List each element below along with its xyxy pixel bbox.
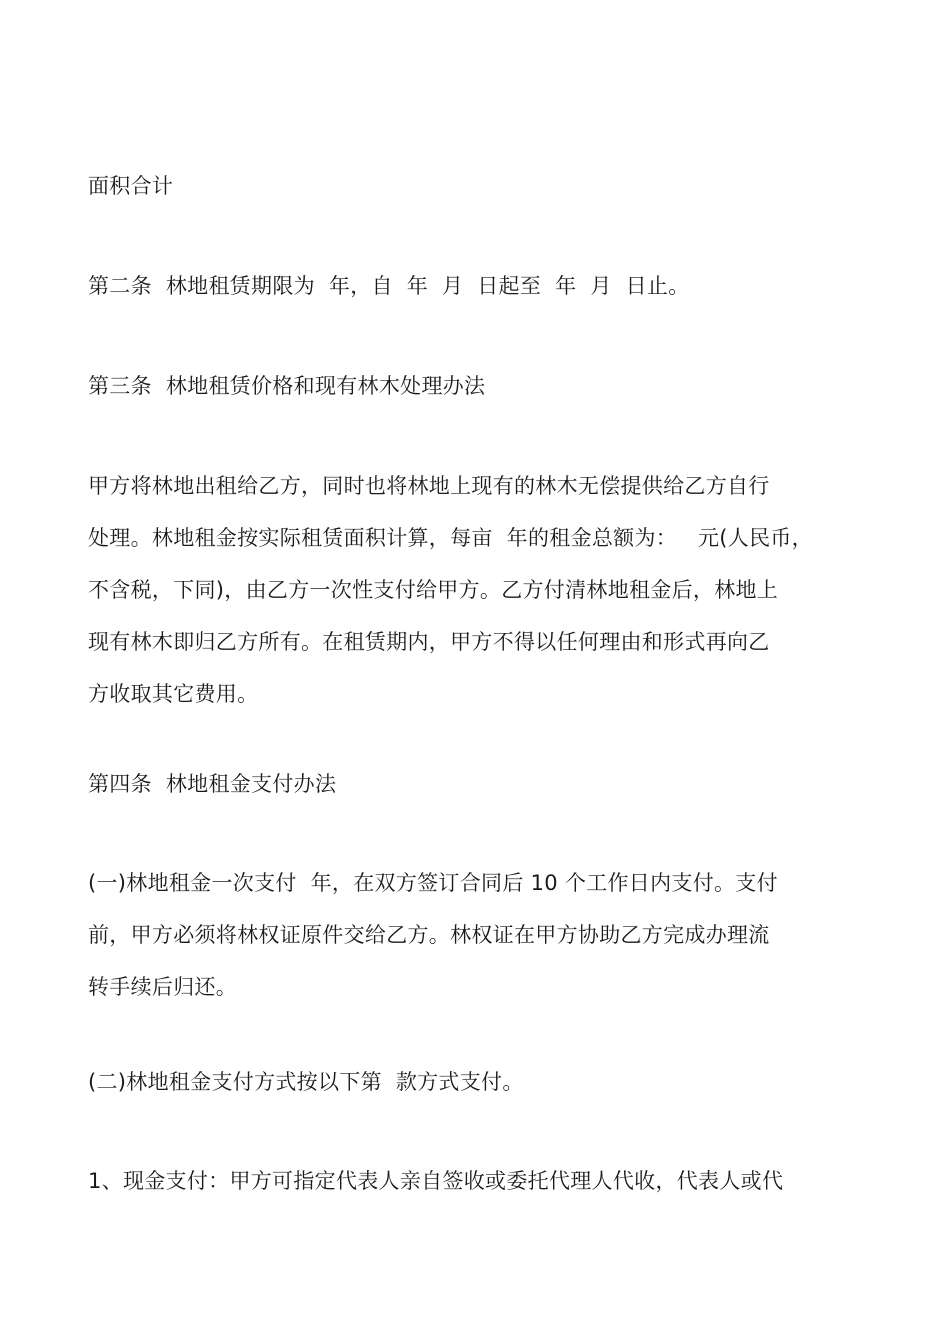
clause-2-text: (二)林地租金支付方式按以下第 款方式支付。 xyxy=(88,1070,524,1094)
article-3-line: 处理。林地租金按实际租赁面积计算，每亩 年的租金总额为： 元(人民币， xyxy=(88,526,813,550)
article-4-title: 第四条 林地租金支付办法 xyxy=(88,772,337,796)
area-total-heading: 面积合计 xyxy=(88,174,174,198)
clause-1-line: 转手续后归还。 xyxy=(88,975,238,999)
clause-1-body xyxy=(88,869,878,1025)
article-2-text: 第二条 林地租赁期限为 年，自 年 月 日起至 年 月 日止。 xyxy=(88,274,690,298)
clause-1-line: (一)林地租金一次支付 年，在双方签订合同后 10 个工作日内支付。支付 xyxy=(88,871,778,895)
item-1-text: 1、现金支付：甲方可指定代表人亲自签收或委托代理人代收，代表人或代 xyxy=(88,1169,784,1193)
article-3-title: 第三条 林地租赁价格和现有林木处理办法 xyxy=(88,374,486,398)
article-3-line: 方收取其它费用。 xyxy=(88,682,259,706)
article-3-line: 甲方将林地出租给乙方，同时也将林地上现有的林木无偿提供给乙方自行 xyxy=(88,474,770,498)
clause-1-line: 前，甲方必须将林权证原件交给乙方。林权证在甲方协助乙方完成办理流 xyxy=(88,923,770,947)
article-3-body xyxy=(88,472,878,732)
article-3-line: 不含税，下同)，由乙方一次性支付给甲方。乙方付清林地租金后，林地上 xyxy=(88,578,779,602)
article-3-line: 现有林木即归乙方所有。在租赁期内，甲方不得以任何理由和形式再向乙 xyxy=(88,630,770,654)
